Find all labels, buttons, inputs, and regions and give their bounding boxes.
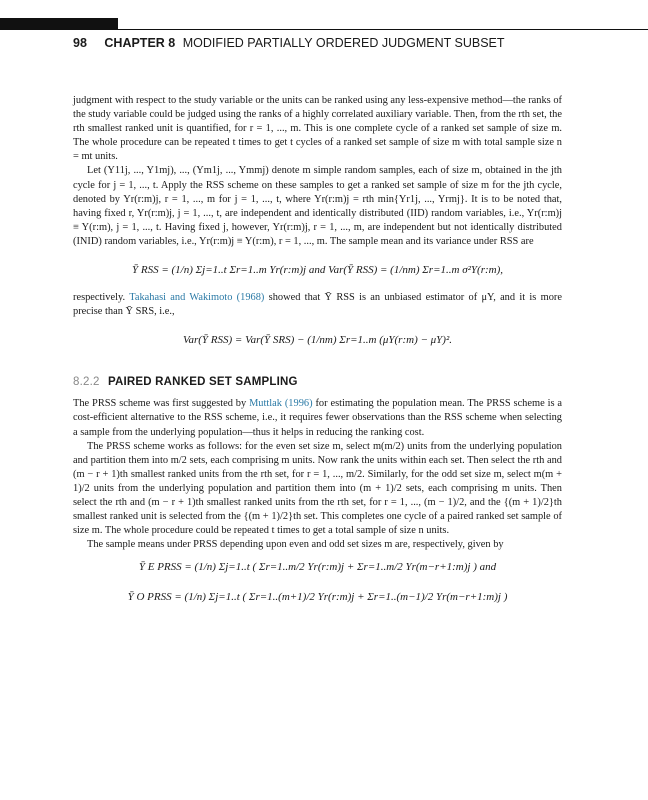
equation-variance-relation — [73, 323, 562, 357]
citation-takahasi-wakimoto[interactable]: Takahasi and Wakimoto (1968) — [129, 292, 265, 304]
paragraph-2: Let (Y11j, ..., Y1mj), ..., (Ym1j, ..., Ymmj) denote m simple random samples, each of size m, obtained in the jth cycle for j = 1, ..., t. Apply the RSS scheme on these samples to get a ranked set sample of size m for the jth cycle, denoted by Yr(r:m)j, r = 1, ..., m for j = 1, ..., t, where Yr(r:m)j = rth min{Yr1j, ..., Yrmj}. It is to be noted that, having fixed r, Yr(r:m)j, j = 1, ..., t, are independent and identically distributed (IID) random variables, i.e., Yr(r:m)j ≡ Y(r:m), j = 1, ..., t. Having fixed j, however, Yr(r:m)j, r = 1, ..., m, are independent but not identically distributed (INID) random variables, i.e., Yr(r:m)j ≡ Y(r:m), r = 1, ..., m. The sample mean and its variance under RSS are — [73, 165, 562, 247]
header-rule — [0, 29, 648, 30]
paragraph-4-prefix: The PRSS scheme was first suggested by — [73, 398, 247, 410]
paragraph-3 — [73, 291, 562, 319]
paragraph-4-suffix: for estimating the population mean. The PRSS scheme is a cost-efficient alternative to the RSS scheme, i.e., it requires fewer observations than the RSS scheme when selecting a sample from the underlying population—thus it helps in reducing the ranking cost. — [73, 398, 562, 438]
equation-3: Ȳ E PRSS = (1/n) Σj=1..t ( Σr=1..m/2 Yr(r:m)j + Σr=1..m/2 Yr(m−r+1:m)j ) and — [138, 561, 497, 574]
equation-rss-mean-variance — [73, 253, 562, 287]
chapter-title: MODIFIED PARTIALLY ORDERED JUDGMENT SUBSET — [182, 36, 505, 50]
citation-muttlak[interactable]: Muttlak (1996) — [249, 398, 313, 410]
section-heading — [73, 375, 562, 389]
running-head — [73, 36, 505, 50]
equation-prss-even — [73, 554, 562, 582]
paragraph-4 — [73, 397, 562, 439]
paragraph-1: judgment with respect to the study variable or the units can be ranked using any less-expensive method—the ranks of the study variable could be judged using the ranks of a highly correlated auxiliary variable. Then, from the rth set, the rth smallest ranked unit is quantified, for r = 1, ..., m. This is one complete cycle of a ranked set sample of size m. The whole procedure can be repeated t times to get t cycles of a ranked set sample of size m with total sample size n = mt units. — [73, 95, 562, 163]
section-number: 8.2.2 — [73, 376, 100, 389]
equation-4: Ȳ O PRSS = (1/n) Σj=1..t ( Σr=1..(m+1)/2 Yr(r:m)j + Σr=1..(m−1)/2 Yr(m−r+1:m)j ) — [127, 591, 508, 604]
page-body — [73, 94, 562, 614]
equation-2: Var(Ȳ RSS) = Var(Ȳ SRS) − (1/nm) Σr=1..m (μY(r:m) − μY)². — [182, 334, 453, 347]
equation-prss-odd — [73, 584, 562, 612]
chapter-label: CHAPTER 8 — [104, 36, 176, 50]
paragraph-6: The sample means under PRSS depending upon even and odd set sizes m are, respectively, given by — [87, 539, 504, 551]
paragraph-3-suffix: showed that Ȳ RSS is an unbiased estimator of μY, and it is more precise than Ȳ SRS, i.e., — [73, 292, 562, 318]
page-number: 98 — [73, 36, 87, 50]
paragraph-3-prefix: respectively. — [73, 292, 126, 304]
section-title: PAIRED RANKED SET SAMPLING — [107, 376, 298, 389]
equation-1: Ȳ RSS = (1/n) Σj=1..t Σr=1..m Yr(r:m)j and Var(Ȳ RSS) = (1/nm) Σr=1..m σ²Y(r:m), — [132, 264, 503, 277]
paragraph-5: The PRSS scheme works as follows: for the even set size m, select m(m/2) units from the underlying population and partition them into m/2 sets, each comprising m units. Now rank the units within each set. Then select the rth and (m − r + 1)th smallest ranked units from the rth set, for r = 1, ..., m/2. Similarly, for the odd set size m, select m(m + 1)/2 units from the underlying population and partition them into (m + 1)/2 sets, each comprising m units. Then select the rth and (m − r + 1)th smallest ranked units from the rth set, for r = 1, ..., (m − 1)/2, and the {(m + 1)/2}th smallest ranked unit is selected from the {(m + 1)/2}th set. This completes one cycle of a paired ranked set sample of size m. The whole procedure could be repeated t times to get a total sample of size n units. — [73, 440, 562, 537]
